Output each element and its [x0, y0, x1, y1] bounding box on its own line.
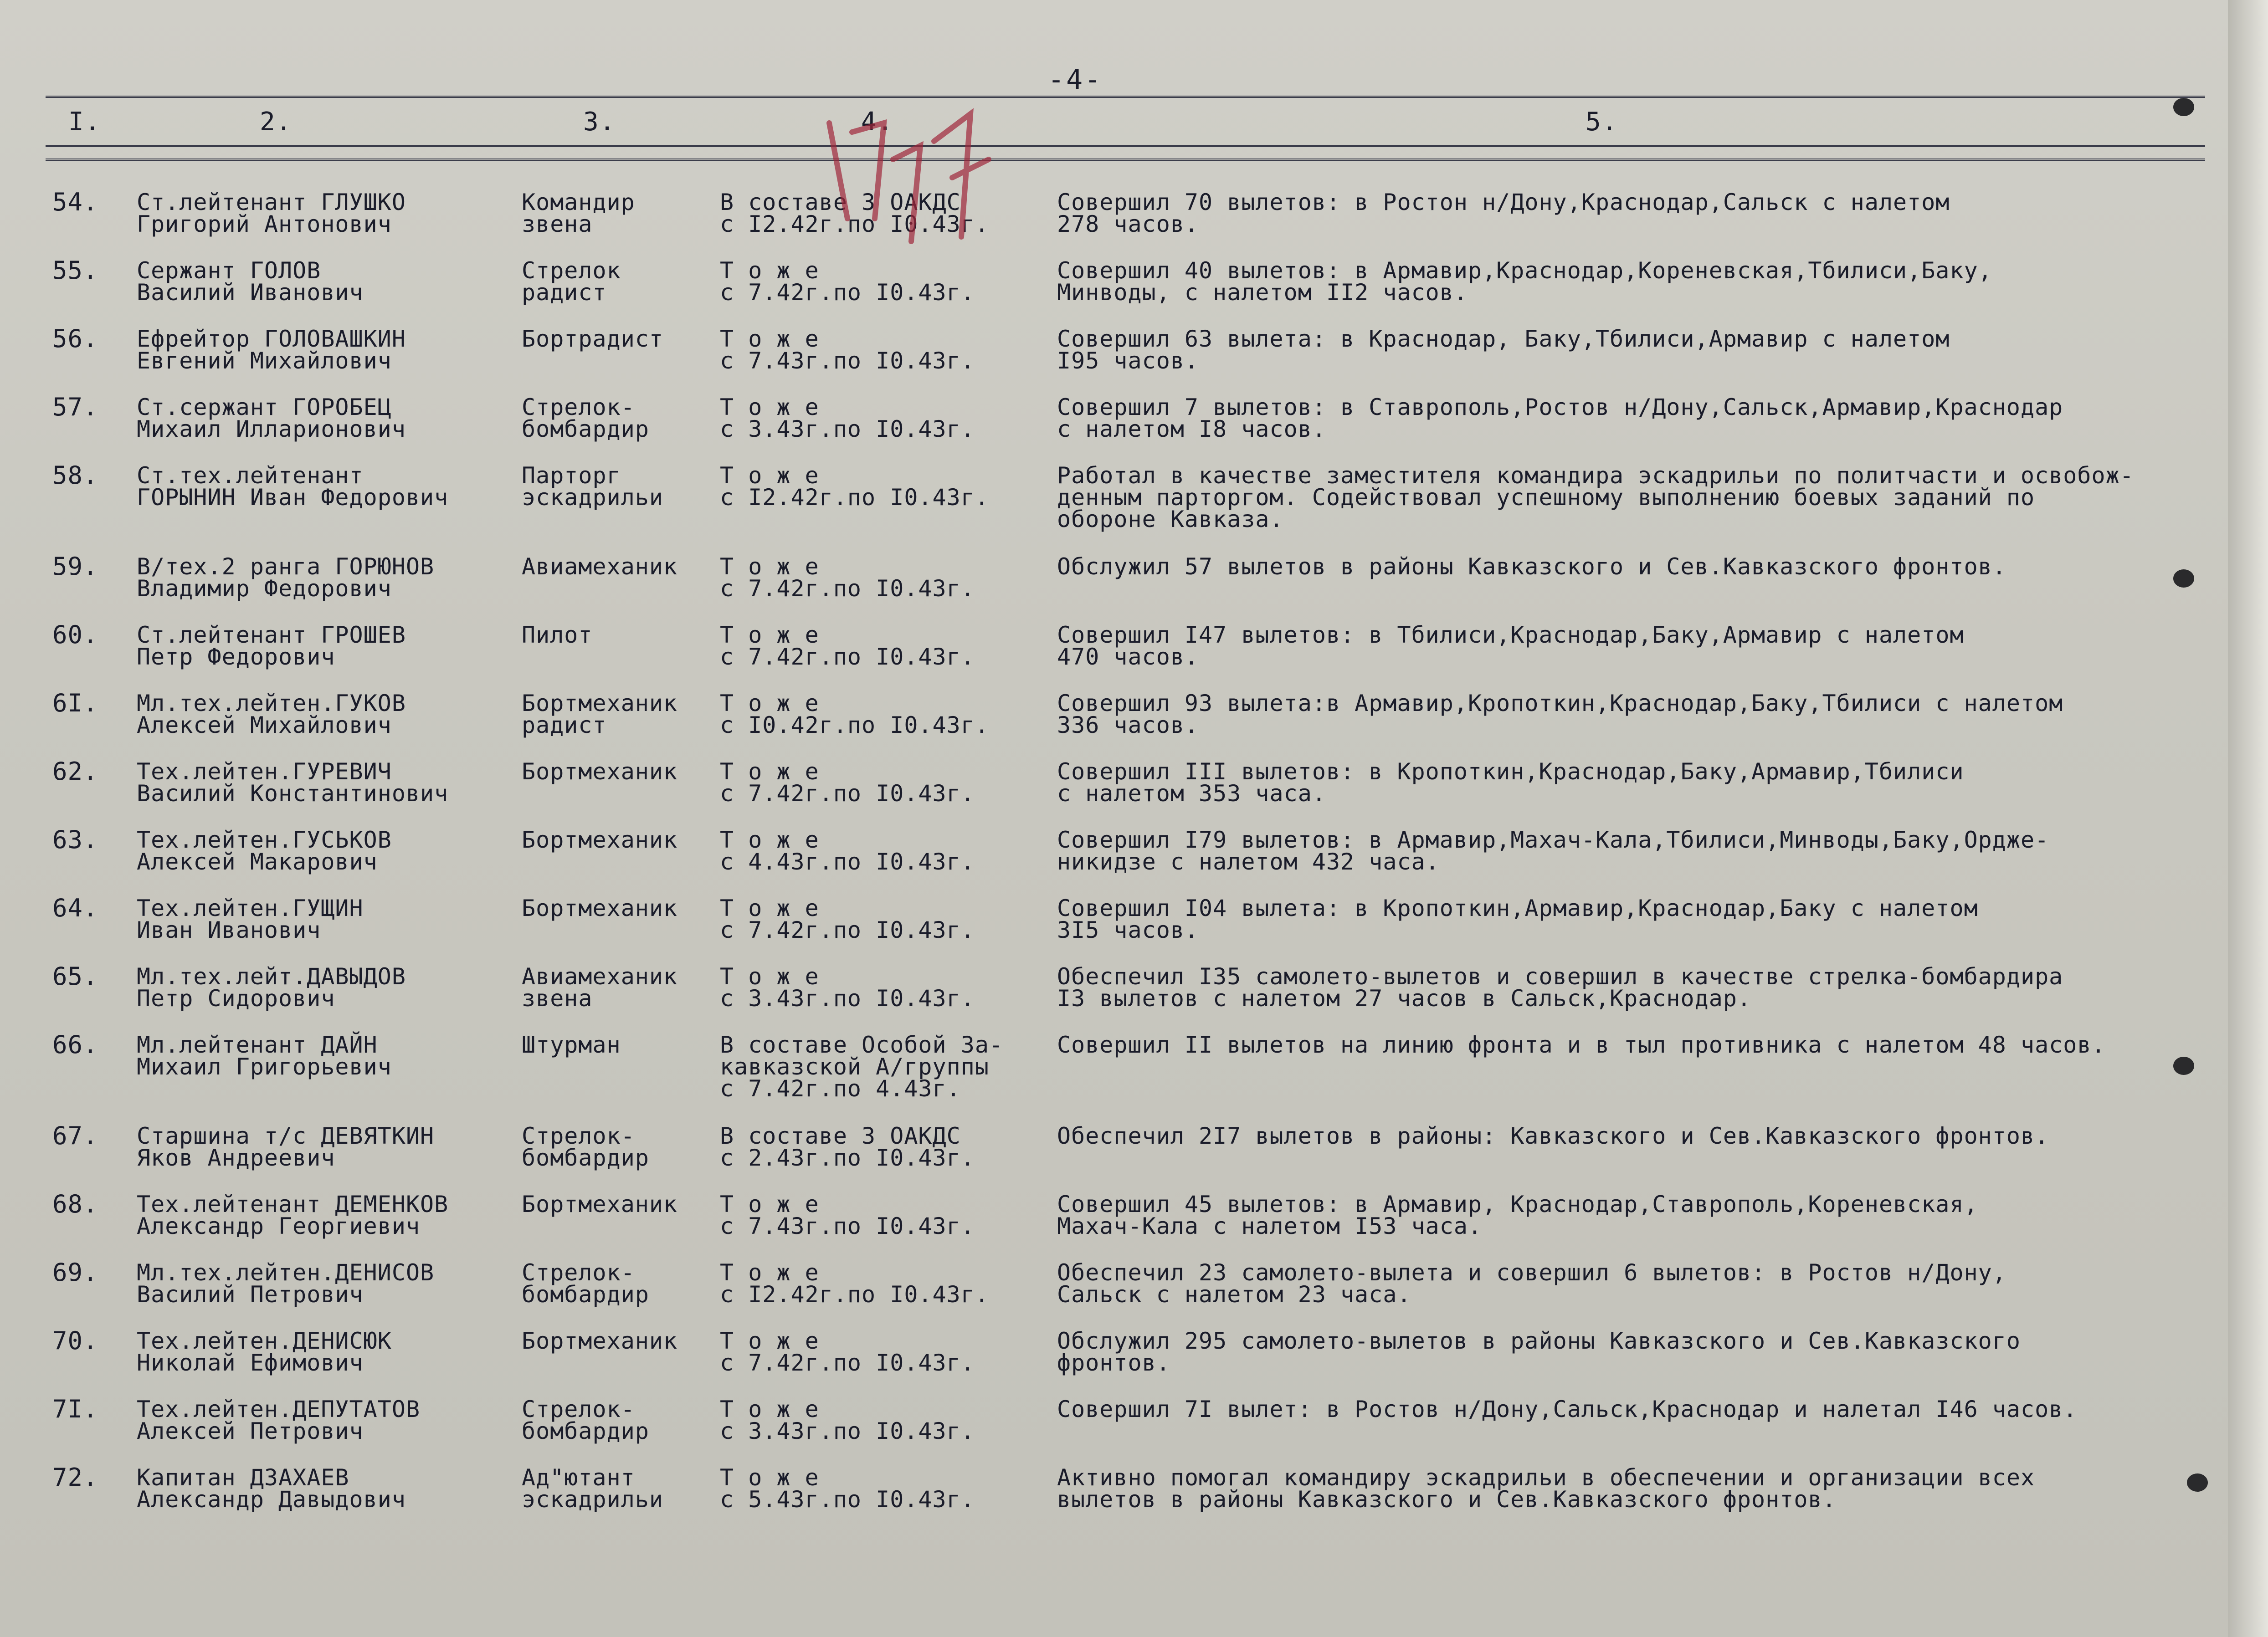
person-name — [137, 829, 506, 873]
service-period-line: с 2.43г.по I0.43г. — [720, 1145, 975, 1171]
person-name — [137, 1259, 506, 1308]
service-period — [720, 1330, 1034, 1374]
person-name-line: Сержант ГОЛОВ — [137, 257, 321, 284]
service-period-line: Т о ж е — [720, 1464, 819, 1491]
service-period-line: Т о ж е — [720, 257, 819, 284]
person-name — [137, 624, 506, 668]
person-position-line: звена — [522, 211, 593, 237]
service-period-line: с 7.42г.по I0.43г. — [720, 279, 975, 306]
service-period-line: с 7.43г.по I0.43г. — [720, 348, 975, 374]
person-name-line: Тех.лейтен.ГУЩИН — [137, 895, 364, 921]
service-record — [1057, 328, 2223, 372]
person-position-line: Командир — [522, 189, 635, 215]
table-row — [0, 1463, 2228, 1535]
table-row — [0, 1030, 2228, 1102]
person-name-line: ГОРЫНИН Иван Федорович — [137, 484, 449, 511]
person-name-line: Алексей Макарович — [137, 849, 378, 875]
service-record — [1057, 462, 2223, 532]
person-name-line: Мл.тех.лейтен.ГУКОВ — [137, 690, 406, 716]
service-period-line: с I0.42г.по I0.43г. — [720, 712, 989, 738]
service-period-line: с 5.43г.по I0.43г. — [720, 1486, 975, 1513]
person-position-line: Авиамеханик — [522, 553, 678, 580]
person-name-line: Мл.лейтенант ДАЙН — [137, 1032, 378, 1058]
person-position-line: бомбардир — [522, 416, 649, 442]
person-name — [137, 396, 506, 440]
table-row — [0, 1190, 2228, 1262]
person-position — [522, 1191, 695, 1218]
person-position-line: Стрелок- — [522, 1259, 635, 1286]
person-name-line: Яков Андреевич — [137, 1145, 335, 1171]
person-position-line: Бортмеханик — [522, 827, 678, 853]
person-position — [522, 1034, 695, 1056]
table-row — [0, 324, 2228, 396]
person-name-line: Василий Константинович — [137, 780, 449, 807]
service-record-line: Совершил I04 вылета: в Кропоткин,Армавир,Краснодар,Баку с налетом — [1057, 895, 1978, 921]
person-name-line: Василий Петрович — [137, 1281, 364, 1308]
person-name — [137, 553, 506, 602]
table-row — [0, 620, 2228, 692]
person-position-line: Бортмеханик — [522, 895, 678, 921]
row-number: 64. — [52, 894, 98, 922]
service-period — [720, 1193, 1034, 1237]
service-record — [1057, 624, 2223, 668]
person-position-line: Авиамеханик — [522, 963, 678, 990]
person-name — [137, 191, 506, 235]
service-period-line: Т о ж е — [720, 690, 819, 716]
person-position-line: бомбардир — [522, 1145, 649, 1171]
service-record — [1057, 1259, 2223, 1308]
service-record — [1057, 191, 2223, 235]
service-period-line: Т о ж е — [720, 553, 819, 580]
person-position — [522, 257, 695, 306]
ink-marking — [816, 105, 1007, 251]
service-period — [720, 396, 1034, 440]
table-row — [0, 894, 2228, 966]
table-row — [0, 1395, 2228, 1467]
service-record — [1057, 553, 2223, 580]
service-record-line: Совершил II вылетов на линию фронта и в тыл противника с налетом 48 часов. — [1057, 1032, 2106, 1058]
person-position-line: Бортмеханик — [522, 1191, 678, 1218]
person-name — [137, 897, 506, 941]
person-position-line: звена — [522, 985, 593, 1012]
person-name-line: Старшина т/с ДЕВЯТКИН — [137, 1123, 435, 1149]
service-record — [1057, 963, 2223, 1012]
service-record-line: Обеспечил 2I7 вылетов в районы: Кавказского и Сев.Кавказского фронтов. — [1057, 1123, 2049, 1149]
service-period-line: кавказской А/группы — [720, 1054, 989, 1080]
service-period-line: с 7.42г.по I0.43г. — [720, 644, 975, 670]
person-position — [522, 1125, 695, 1169]
table-row — [0, 1326, 2228, 1398]
row-number: 67. — [52, 1121, 98, 1150]
service-period-line: Т о ж е — [720, 326, 819, 352]
row-number: 72. — [52, 1463, 98, 1492]
row-number: 7I. — [52, 1395, 98, 1423]
punch-hole — [2173, 1057, 2194, 1075]
service-record-line: никидзе с налетом 432 часа. — [1057, 849, 1440, 875]
service-record-line: Совершил I79 вылетов: в Армавир,Махач-Кала,Тбилиси,Минводы,Баку,Ордже- — [1057, 827, 2049, 853]
service-period-line: Т о ж е — [720, 827, 819, 853]
person-position — [522, 1330, 695, 1352]
service-period-line: с 3.43г.по I0.43г. — [720, 1418, 975, 1444]
person-name — [137, 1193, 506, 1237]
row-number: 69. — [52, 1258, 98, 1287]
person-name — [137, 1330, 506, 1374]
person-position-line: эскадрильи — [522, 484, 664, 511]
person-position — [522, 963, 695, 1012]
person-position — [522, 829, 695, 851]
service-period-line: Т о ж е — [720, 394, 819, 420]
service-period — [720, 1464, 1034, 1513]
person-name-line: Тех.лейтен.ГУСЬКОВ — [137, 827, 392, 853]
person-name-line: Николай Ефимович — [137, 1350, 364, 1376]
person-position — [522, 1259, 695, 1308]
service-period-line: Т о ж е — [720, 895, 819, 921]
service-period-line: с I2.42г.по I0.43г. — [720, 1281, 989, 1308]
person-name-line: Алексей Петрович — [137, 1418, 364, 1444]
person-name — [137, 758, 506, 807]
person-name — [137, 1034, 506, 1078]
person-name-line: Ст.лейтенант ГЛУШКО — [137, 189, 406, 215]
row-number: 56. — [52, 324, 98, 353]
person-position-line: Стрелок- — [522, 1396, 635, 1422]
service-period — [720, 1125, 1034, 1169]
service-period-line: Т о ж е — [720, 963, 819, 990]
service-period — [720, 1398, 1034, 1442]
service-period-line: с 7.42г.по I0.43г. — [720, 917, 975, 943]
person-name — [137, 257, 506, 306]
service-record — [1057, 897, 2223, 941]
service-record — [1057, 1125, 2223, 1147]
punch-hole — [2187, 1473, 2208, 1492]
person-position-line: бомбардир — [522, 1418, 649, 1444]
service-record-line: Совершил 45 вылетов: в Армавир, Краснодар,Ставрополь,Кореневская, — [1057, 1191, 1978, 1218]
service-record-line: Активно помогал командиру эскадрильи в обеспечении и организации всех — [1057, 1464, 2035, 1491]
header-rule-middle — [46, 145, 2205, 147]
table-row — [0, 825, 2228, 897]
service-record-line: обороне Кавказа. — [1057, 506, 1284, 532]
person-name-line: Ефрейтор ГОЛОВАШКИН — [137, 326, 406, 352]
person-name-line: Тех.лейтен.ДЕНИСЮК — [137, 1328, 392, 1354]
punch-hole — [2173, 569, 2194, 588]
table-row — [0, 552, 2228, 624]
service-period-line: Т о ж е — [720, 1396, 819, 1422]
service-period — [720, 462, 1034, 511]
service-period-line: Т о ж е — [720, 622, 819, 648]
service-record-line: Махач-Кала с налетом I53 часа. — [1057, 1213, 1483, 1239]
service-period-line: Т о ж е — [720, 1259, 819, 1286]
service-record-line: Обеспечил I35 самолето-вылетов и совершил в качестве стрелка-бомбардира — [1057, 963, 2063, 990]
service-record-line: 3I5 часов. — [1057, 917, 1199, 943]
service-record — [1057, 829, 2223, 873]
person-position — [522, 758, 695, 785]
person-name-line: Евгений Михайлович — [137, 348, 392, 374]
row-number: 62. — [52, 757, 98, 786]
row-number: 68. — [52, 1190, 98, 1218]
service-period-line: В составе 3 ОАКДС — [720, 1123, 961, 1149]
service-period — [720, 692, 1034, 736]
row-number: 59. — [52, 552, 98, 581]
service-record — [1057, 1464, 2223, 1513]
service-record-line: I95 часов. — [1057, 348, 1199, 374]
table-row — [0, 1258, 2228, 1330]
service-period-line: В составе Особой За- — [720, 1032, 1004, 1058]
column-number-4: 4. — [861, 107, 894, 137]
row-number: 63. — [52, 825, 98, 854]
service-record-line: с налетом 353 часа. — [1057, 780, 1326, 807]
person-position-line: Бортмеханик — [522, 758, 678, 785]
person-name-line: Алексей Михайлович — [137, 712, 392, 738]
person-position-line: Стрелок- — [522, 394, 635, 420]
person-position-line: Штурман — [522, 1032, 621, 1058]
service-record-line: Сальск с налетом 23 часа. — [1057, 1281, 1411, 1308]
service-record-line: 336 часов. — [1057, 712, 1199, 738]
service-period-line: с I2.42г.по I0.43г. — [720, 211, 989, 237]
row-number: 58. — [52, 461, 98, 490]
service-record — [1057, 1193, 2223, 1237]
person-name-line: Тех.лейтенант ДЕМЕНКОВ — [137, 1191, 449, 1218]
person-name — [137, 692, 506, 736]
person-position-line: Стрелок — [522, 257, 621, 284]
person-name-line: Петр Сидорович — [137, 985, 335, 1012]
page-edge — [2228, 0, 2268, 1637]
row-number: 6I. — [52, 689, 98, 717]
person-name-line: Мл.тех.лейт.ДАВЫДОВ — [137, 963, 406, 990]
person-position — [522, 328, 695, 350]
service-record-line: Обеспечил 23 самолето-вылета и совершил 6 вылетов: в Ростов н/Дону, — [1057, 1259, 2006, 1286]
service-record-line: I3 вылетов с налетом 27 часов в Сальск,Краснодар. — [1057, 985, 1752, 1012]
service-record-line: Минводы, с налетом II2 часов. — [1057, 279, 1468, 306]
table-row — [0, 256, 2228, 328]
person-name — [137, 1125, 506, 1169]
person-position-line: Парторг — [522, 462, 621, 489]
person-name-line: Михаил Илларионович — [137, 416, 406, 442]
page-number: -4- — [1048, 64, 1103, 96]
person-name-line: Григорий Антонович — [137, 211, 392, 237]
person-name-line: Михаил Григорьевич — [137, 1054, 392, 1080]
person-position-line: Ад"ютант — [522, 1464, 635, 1491]
service-period — [720, 328, 1034, 372]
service-record-line: вылетов в районы Кавказского и Сев.Кавказского фронтов. — [1057, 1486, 1837, 1513]
person-name-line: Тех.лейтен.ГУРЕВИЧ — [137, 758, 392, 785]
row-number: 60. — [52, 620, 98, 649]
service-record-line: с налетом I8 часов. — [1057, 416, 1326, 442]
service-record-line: Совершил I47 вылетов: в Тбилиси,Краснодар,Баку,Армавир с налетом — [1057, 622, 1964, 648]
table-row — [0, 757, 2228, 829]
person-name — [137, 1398, 506, 1442]
service-record — [1057, 257, 2223, 306]
service-period-line: Т о ж е — [720, 462, 819, 489]
row-number: 66. — [52, 1030, 98, 1059]
person-name-line: Владимир Федорович — [137, 575, 392, 602]
service-period — [720, 624, 1034, 668]
person-name-line: Василий Иванович — [137, 279, 364, 306]
person-name-line: Александр Давыдович — [137, 1486, 406, 1513]
person-position — [522, 1398, 695, 1442]
service-record-line: Работал в качестве заместителя командира эскадрильи по политчасти и освобож- — [1057, 462, 2134, 489]
person-position — [522, 624, 695, 646]
table-row — [0, 393, 2228, 465]
service-record-line: Совершил III вылетов: в Кропоткин,Краснодар,Баку,Армавир,Тбилиси — [1057, 758, 1964, 785]
person-name — [137, 1464, 506, 1513]
service-period — [720, 897, 1034, 941]
service-period-line: с I2.42г.по I0.43г. — [720, 484, 989, 511]
person-position — [522, 396, 695, 440]
service-period-line: с 7.43г.по I0.43г. — [720, 1213, 975, 1239]
service-record-line: Совершил 7 вылетов: в Ставрополь,Ростов н/Дону,Сальск,Армавир,Краснодар — [1057, 394, 2063, 420]
service-period-line: с 7.42г.по 4.43г. — [720, 1075, 961, 1102]
column-number-5: 5. — [1586, 107, 1618, 137]
row-number: 55. — [52, 256, 98, 285]
table-row — [0, 689, 2228, 761]
service-period — [720, 758, 1034, 807]
service-record — [1057, 1034, 2223, 1056]
service-record-line: Совершил 7I вылет: в Ростов н/Дону,Сальск,Краснодар и налетал I46 часов. — [1057, 1396, 2078, 1422]
person-name-line: Ст.тех.лейтенант — [137, 462, 364, 489]
header-rule-bottom — [46, 159, 2205, 161]
table-row — [0, 962, 2228, 1034]
column-number-1: I. — [68, 107, 101, 137]
service-period-line: Т о ж е — [720, 1191, 819, 1218]
service-record — [1057, 758, 2223, 807]
person-position — [522, 897, 695, 919]
service-period — [720, 1034, 1034, 1100]
row-number: 54. — [52, 188, 98, 216]
service-period-line: В составе 3 ОАКДС — [720, 189, 961, 215]
column-number-2: 2. — [260, 107, 292, 137]
service-period — [720, 1259, 1034, 1308]
person-position — [522, 692, 695, 736]
table-row — [0, 461, 2228, 533]
service-period-line: с 7.42г.по I0.43г. — [720, 575, 975, 602]
person-name — [137, 963, 506, 1012]
person-name-line: Петр Федорович — [137, 644, 335, 670]
service-record — [1057, 1330, 2223, 1374]
row-number: 57. — [52, 393, 98, 421]
service-period-line: с 3.43г.по I0.43г. — [720, 985, 975, 1012]
person-name — [137, 328, 506, 372]
person-position-line: Бортмеханик — [522, 1328, 678, 1354]
service-period — [720, 257, 1034, 306]
punch-hole — [2173, 98, 2194, 116]
service-record — [1057, 692, 2223, 736]
person-position-line: Бортрадист — [522, 326, 664, 352]
table-row — [0, 1121, 2228, 1193]
service-record — [1057, 396, 2223, 440]
header-rule-top — [46, 96, 2205, 98]
person-position-line: Стрелок- — [522, 1123, 635, 1149]
service-record-line: Совершил 40 вылетов: в Армавир,Краснодар,Кореневская,Тбилиси,Баку, — [1057, 257, 1992, 284]
service-period-line: с 3.43г.по I0.43г. — [720, 416, 975, 442]
person-name-line: Мл.тех.лейтен.ДЕНИСОВ — [137, 1259, 435, 1286]
person-name — [137, 462, 506, 511]
person-position — [522, 191, 695, 235]
service-record-line: Совершил 93 вылета:в Армавир,Кропоткин,Краснодар,Баку,Тбилиси с налетом — [1057, 690, 2063, 716]
service-period — [720, 553, 1034, 602]
service-record-line: Обслужил 57 вылетов в районы Кавказского и Сев.Кавказского фронтов. — [1057, 553, 2006, 580]
service-record-line: 278 часов. — [1057, 211, 1199, 237]
row-number: 65. — [52, 962, 98, 991]
service-record-line: денным парторгом. Содействовал успешному выполнению боевых заданий по — [1057, 484, 2035, 511]
person-position-line: Пилот — [522, 622, 593, 648]
service-record-line: 470 часов. — [1057, 644, 1199, 670]
service-record-line: Совершил 63 вылета: в Краснодар, Баку,Тбилиси,Армавир с налетом — [1057, 326, 1950, 352]
service-period — [720, 829, 1034, 873]
service-period-line: с 7.42г.по I0.43г. — [720, 780, 975, 807]
person-position-line: эскадрильи — [522, 1486, 664, 1513]
service-period — [720, 963, 1034, 1012]
person-position — [522, 553, 695, 580]
person-position-line: радист — [522, 279, 607, 306]
person-name-line: В/тех.2 ранга ГОРЮНОВ — [137, 553, 435, 580]
service-period-line: с 4.43г.по I0.43г. — [720, 849, 975, 875]
person-name-line: Тех.лейтен.ДЕПУТАТОВ — [137, 1396, 421, 1422]
service-period-line: Т о ж е — [720, 758, 819, 785]
service-record-line: фронтов. — [1057, 1350, 1170, 1376]
service-period-line: Т о ж е — [720, 1328, 819, 1354]
table-row — [0, 188, 2228, 260]
person-name-line: Иван Иванович — [137, 917, 321, 943]
person-position — [522, 1464, 695, 1513]
service-record-line: Совершил 70 вылетов: в Ростон н/Дону,Краснодар,Сальск с налетом — [1057, 189, 1950, 215]
person-position-line: Бортмеханик — [522, 690, 678, 716]
service-record-line: Обслужил 295 самолето-вылетов в районы Кавказского и Сев.Кавказского — [1057, 1328, 2021, 1354]
service-period-line: с 7.42г.по I0.43г. — [720, 1350, 975, 1376]
person-position-line: радист — [522, 712, 607, 738]
person-name-line: Капитан ДЗАХАЕВ — [137, 1464, 349, 1491]
person-position — [522, 462, 695, 511]
column-number-3: 3. — [583, 107, 616, 137]
person-name-line: Александр Георгиевич — [137, 1213, 421, 1239]
service-record — [1057, 1398, 2223, 1420]
person-name-line: Ст.сержант ГОРОБЕЦ — [137, 394, 392, 420]
person-position-line: бомбардир — [522, 1281, 649, 1308]
row-number: 70. — [52, 1326, 98, 1355]
person-name-line: Ст.лейтенант ГРОШЕВ — [137, 622, 406, 648]
